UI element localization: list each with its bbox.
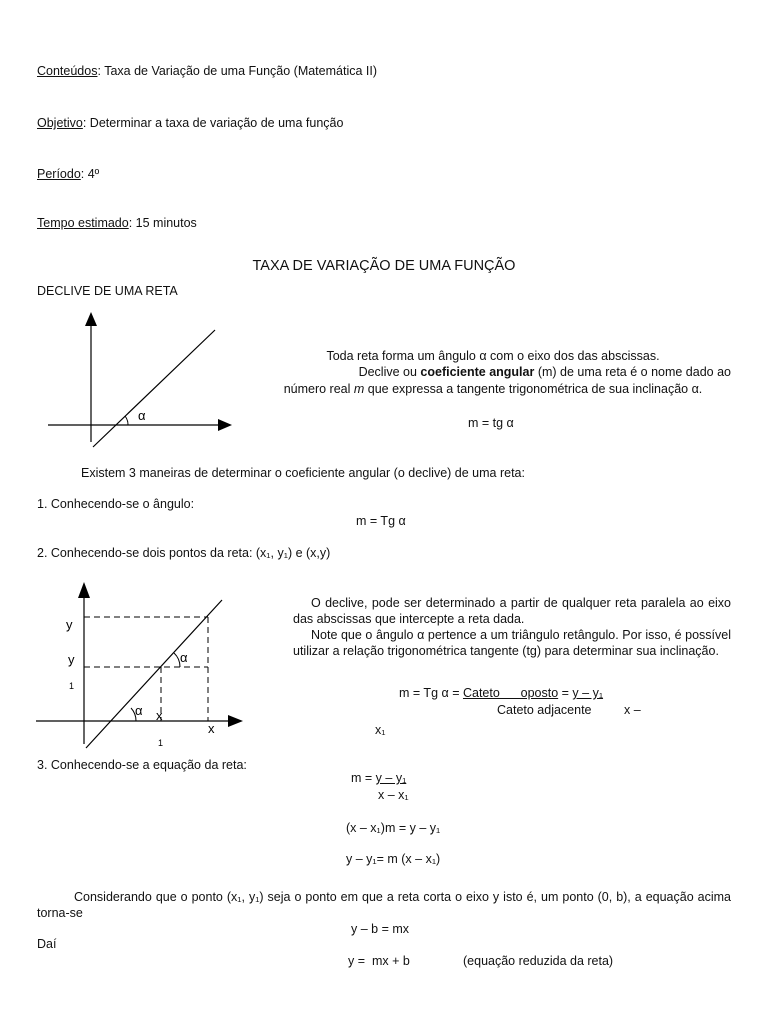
objetivo-label: Objetivo	[37, 116, 83, 130]
conteudos-line	[37, 64, 377, 78]
x-axis-arrow	[218, 419, 232, 431]
s1-italic: m	[353, 382, 365, 396]
section-heading: DECLIVE DE UMA RETA	[37, 284, 178, 298]
formula-eq: =	[558, 686, 573, 700]
formula-numerator-2: y – y₁	[572, 686, 604, 700]
label-x: x	[208, 721, 215, 736]
x-axis-arrow	[228, 715, 243, 727]
closing-eq-1: y – b = mx	[351, 922, 410, 936]
s1-line-3-post: que expressa a tangente trigonométrica de sua inclinação α.	[364, 382, 703, 396]
tempo-value: : 15 minutos	[128, 216, 197, 230]
m3-lhs: m =	[351, 771, 376, 785]
conteudos-label: Conteúdos	[37, 64, 98, 78]
formula-numerator: Cateto oposto	[462, 686, 559, 700]
closing-dai: Daí	[37, 937, 57, 951]
periodo-label: Período	[37, 167, 81, 181]
slope-figure-2	[30, 576, 255, 751]
method2-formula	[399, 686, 603, 700]
line-r	[86, 600, 222, 748]
method3-formula-2: (x – x₁)m = y – y₁	[346, 821, 441, 835]
label-alpha-bottom: α	[135, 703, 143, 718]
label-alpha-top: α	[180, 650, 188, 665]
s1-line-1: Toda reta forma um ângulo α com o eixo dos das abscissas.	[326, 349, 660, 363]
method1-heading: 1. Conhecendo-se o ângulo:	[37, 497, 195, 511]
page-title: TAXA DE VARIAÇÃO DE UMA FUNÇÃO	[252, 258, 516, 274]
method3-heading: 3. Conhecendo-se a equação da reta:	[37, 758, 247, 772]
s1-line-3	[255, 382, 731, 396]
s1-line-3-pre: número real	[283, 382, 354, 396]
s1-line-2-post: (m) de uma reta é o nome dado ao	[534, 365, 731, 379]
method3-formula-3: y – y₁= m (x – x₁)	[346, 852, 441, 866]
slope-figure-1	[40, 306, 240, 451]
formula-denominator-2: x –	[624, 703, 641, 717]
s1-line-2-pre: Declive ou	[358, 365, 421, 379]
y-axis-arrow	[78, 582, 90, 598]
method3-formula-1	[351, 771, 406, 785]
label-x1-sub: 1	[158, 738, 164, 748]
label-y1-sub: 1	[69, 681, 75, 691]
s1-bold: coeficiente angular	[420, 365, 535, 379]
closing-eq-2: y = mx + b	[348, 954, 410, 968]
angle-arc	[125, 416, 128, 425]
closing-eq-2-note: (equação reduzida da reta)	[463, 954, 614, 968]
method2-heading: 2. Conhecendo-se dois pontos da reta: (x₁, y₁) e (x,y)	[37, 546, 331, 560]
tempo-label: Tempo estimado	[37, 216, 129, 230]
angle-label: α	[138, 408, 146, 423]
objetivo-line	[37, 116, 343, 130]
y-axis-arrow	[85, 312, 97, 326]
method2-para-2: Note que o ângulo α pertence a um triângulo retângulo. Por isso, é possível utilizar a relação trigonométrica tangente (tg) para determinar sua inclinação.	[293, 628, 731, 658]
closing-para: Considerando que o ponto (x₁, y₁) seja o ponto em que a reta corta o eixo y isto é, um ponto (0, b), a equação acima torna-se	[37, 890, 731, 920]
label-y1: y	[68, 652, 75, 667]
formula-wrap: x₁	[375, 723, 386, 737]
objetivo-value: : Determinar a taxa de variação de uma função	[82, 116, 344, 130]
m3-num: y – y₁	[375, 771, 407, 785]
m3-den: x – x₁	[378, 788, 409, 802]
label-x1: x	[156, 708, 163, 723]
periodo-value: : 4º	[80, 167, 100, 181]
method2-para-1: O declive, pode ser determinado a partir de qualquer reta paralela ao eixo das abscissas que intercepte a reta dada.	[293, 596, 731, 626]
label-y: y	[66, 617, 73, 632]
intro-text: Existem 3 maneiras de determinar o coeficiente angular (o declive) de uma reta:	[81, 466, 525, 480]
formula-denominator: Cateto adjacente	[497, 703, 592, 717]
method1-formula: m = Tg α	[356, 514, 406, 528]
formula-lhs: m = Tg α =	[399, 686, 463, 700]
line-r	[93, 330, 215, 447]
s1-line-2	[359, 365, 731, 379]
periodo-line	[37, 167, 99, 181]
conteudos-value: : Taxa de Variação de uma Função (Matemática II)	[97, 64, 378, 78]
formula-tg: m = tg α	[468, 416, 514, 430]
tempo-line	[37, 216, 197, 230]
